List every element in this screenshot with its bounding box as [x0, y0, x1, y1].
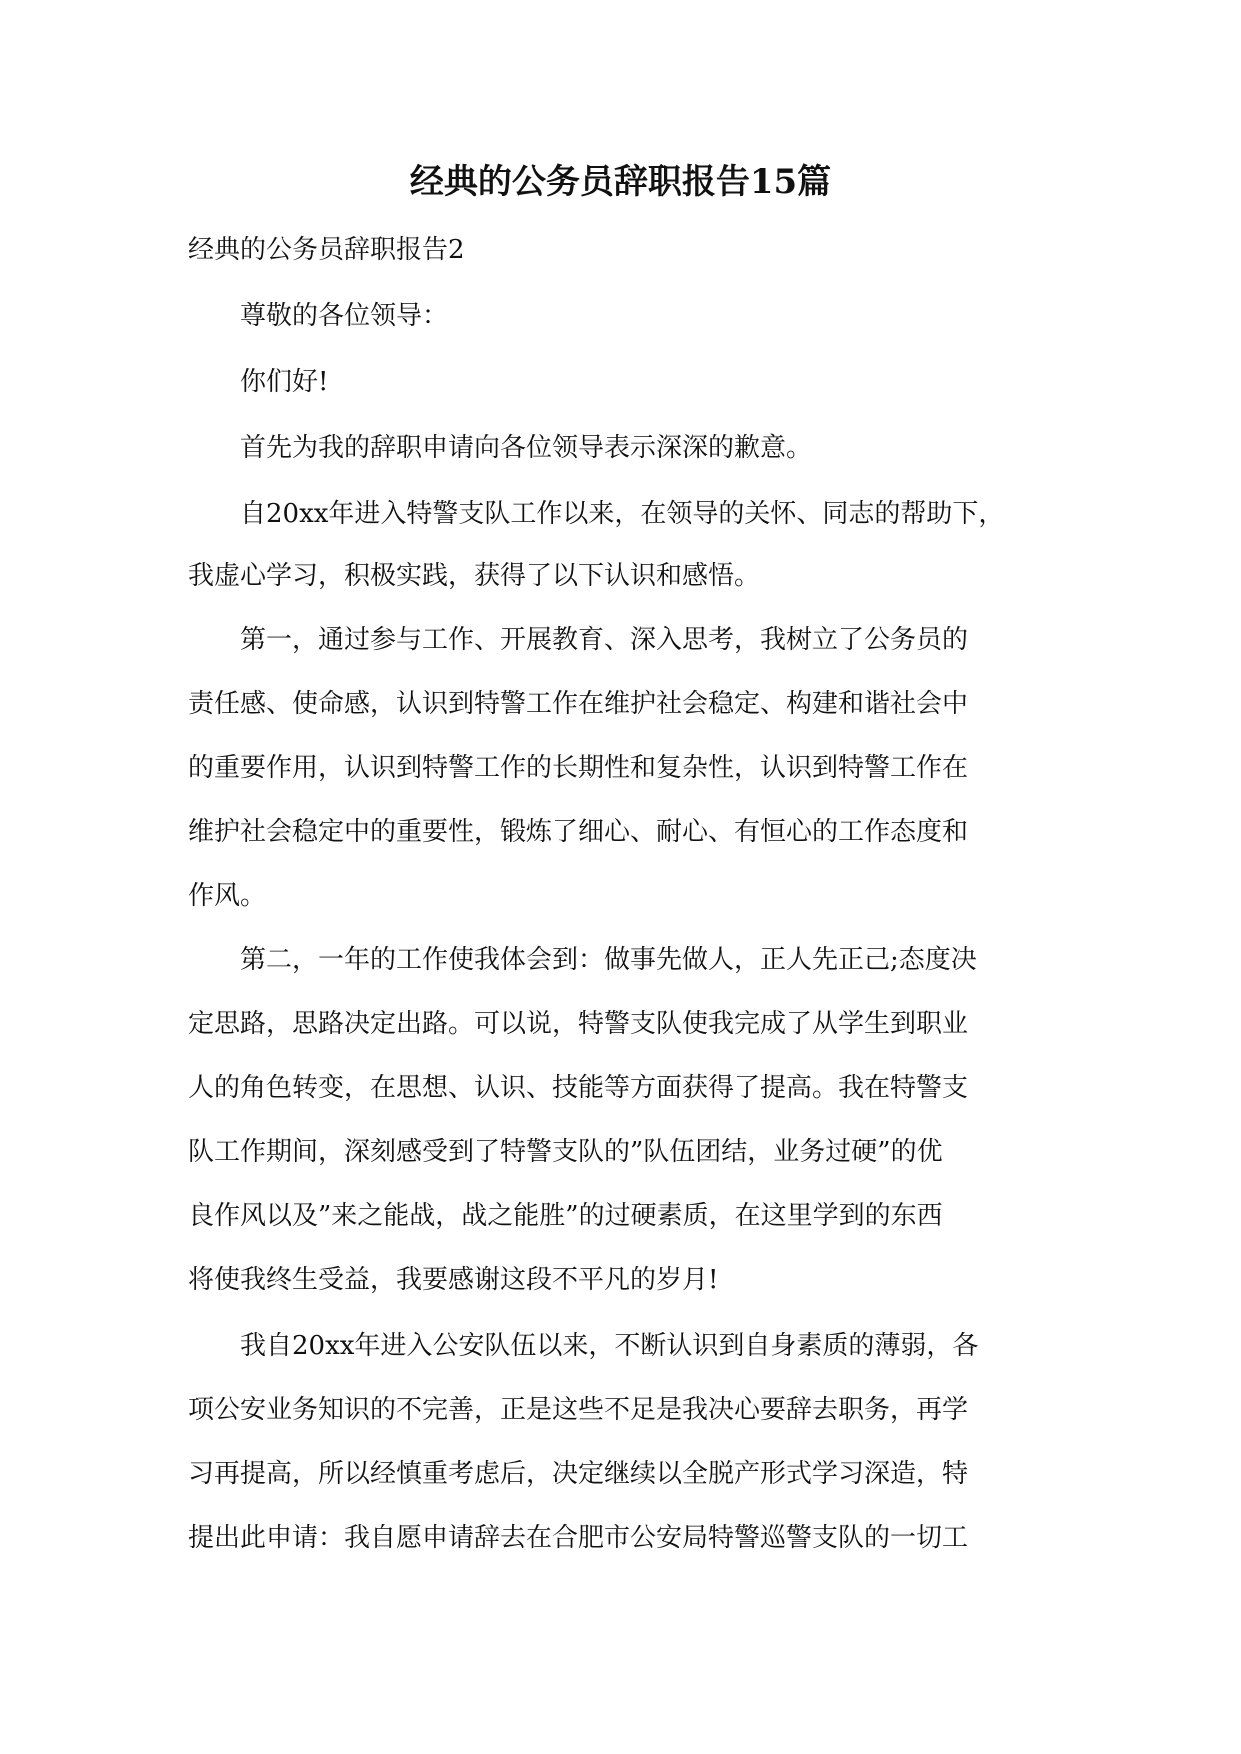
- body-line: 习再提高，所以经慎重考虑后，决定继续以全脱产形式学习深造，特: [188, 1459, 969, 1489]
- body-line: 我虚心学习，积极实践，获得了以下认识和感悟。: [188, 561, 761, 591]
- body-line: 尊敬的各位领导：: [188, 301, 449, 331]
- document-subtitle: 经典的公务员辞职报告2: [188, 235, 465, 265]
- body-line: 维护社会稳定中的重要性，锻炼了细心、耐心、有恒心的工作态度和: [188, 817, 969, 847]
- body-line: 项公安业务知识的不完善，正是这些不足是我决心要辞去职务，再学: [188, 1395, 969, 1425]
- body-line: 第一，通过参与工作、开展教育、深入思考，我树立了公务员的: [188, 625, 969, 655]
- body-line: 你们好!: [188, 367, 329, 397]
- body-line: 首先为我的辞职申请向各位领导表示深深的歉意。: [188, 433, 813, 463]
- body-line: 提出此申请：我自愿申请辞去在合肥市公安局特警巡警支队的一切工: [188, 1523, 969, 1553]
- body-line: 将使我终生受益，我要感谢这段不平凡的岁月!: [188, 1265, 719, 1295]
- body-line: 作风。: [188, 881, 267, 911]
- body-line: 责任感、使命感，认识到特警工作在维护社会稳定、构建和谐社会中: [188, 689, 969, 719]
- body-line: 第二，一年的工作使我体会到：做事先做人，正人先正己;态度决: [188, 945, 977, 975]
- body-line: 定思路，思路决定出路。可以说，特警支队使我完成了从学生到职业: [188, 1009, 969, 1039]
- body-line: 的重要作用，认识到特警工作的长期性和复杂性，认识到特警工作在: [188, 753, 969, 783]
- body-line: 自20xx年进入特警支队工作以来，在领导的关怀、同志的帮助下，: [188, 499, 1005, 529]
- body-line: 人的角色转变，在思想、认识、技能等方面获得了提高。我在特警支: [188, 1073, 969, 1103]
- document-title: 经典的公务员辞职报告15篇: [409, 162, 832, 202]
- body-line: 我自20xx年进入公安队伍以来，不断认识到自身素质的薄弱，各: [188, 1331, 979, 1361]
- body-line: 队工作期间，深刻感受到了特警支队的”队伍团结，业务过硬”的优: [188, 1137, 943, 1167]
- body-line: 良作风以及”来之能战，战之能胜”的过硬素质，在这里学到的东西: [188, 1201, 943, 1231]
